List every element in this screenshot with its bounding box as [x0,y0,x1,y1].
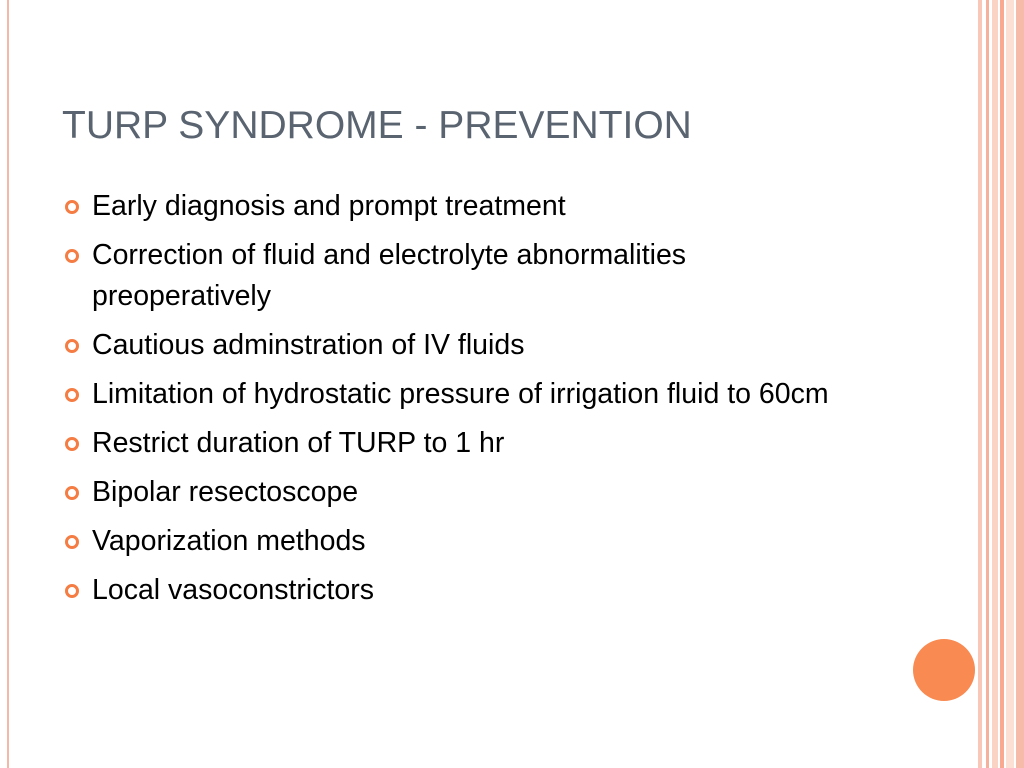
decorative-stripe [1016,0,1024,768]
bullet-ring-icon [65,584,79,598]
bullet-text: Local vasoconstrictors [92,574,374,606]
left-border-line [7,0,9,768]
decorative-circle [913,639,975,701]
bullet-text: Cautious adminstration of IV fluids [92,329,525,361]
bullet-item [62,325,862,366]
bullet-item [62,235,862,317]
decorative-stripe [978,0,982,768]
bullet-text: Restrict duration of TURP to 1 hr [92,427,505,459]
bullet-ring-icon [65,200,79,214]
bullet-ring-icon [65,249,79,263]
bullet-ring-icon [65,486,79,500]
bullet-text: Correction of fluid and electrolyte abnormalities preoperatively [92,239,687,312]
decorative-stripe [1006,0,1014,768]
bullet-ring-icon [65,339,79,353]
bullet-text: Vaporization methods [92,525,366,557]
bullet-item [62,374,862,415]
bullet-text: Bipolar resectoscope [92,476,359,508]
bullet-item [62,521,862,562]
bullet-ring-icon [65,388,79,402]
bullet-text: Limitation of hydrostatic pressure of irrigation fluid to 60cm [92,378,829,410]
bullet-text: Early diagnosis and prompt treatment [92,190,566,222]
bullet-list [62,186,862,619]
decorative-stripe [1000,0,1004,768]
slide-title: TURP SYNDROME - PREVENTION [62,104,692,147]
bullet-item [62,423,862,464]
bullet-item [62,186,862,227]
decorative-stripe [992,0,998,768]
bullet-ring-icon [65,535,79,549]
bullet-item [62,472,862,513]
bullet-ring-icon [65,437,79,451]
decorative-stripe [986,0,989,768]
bullet-item [62,570,862,611]
